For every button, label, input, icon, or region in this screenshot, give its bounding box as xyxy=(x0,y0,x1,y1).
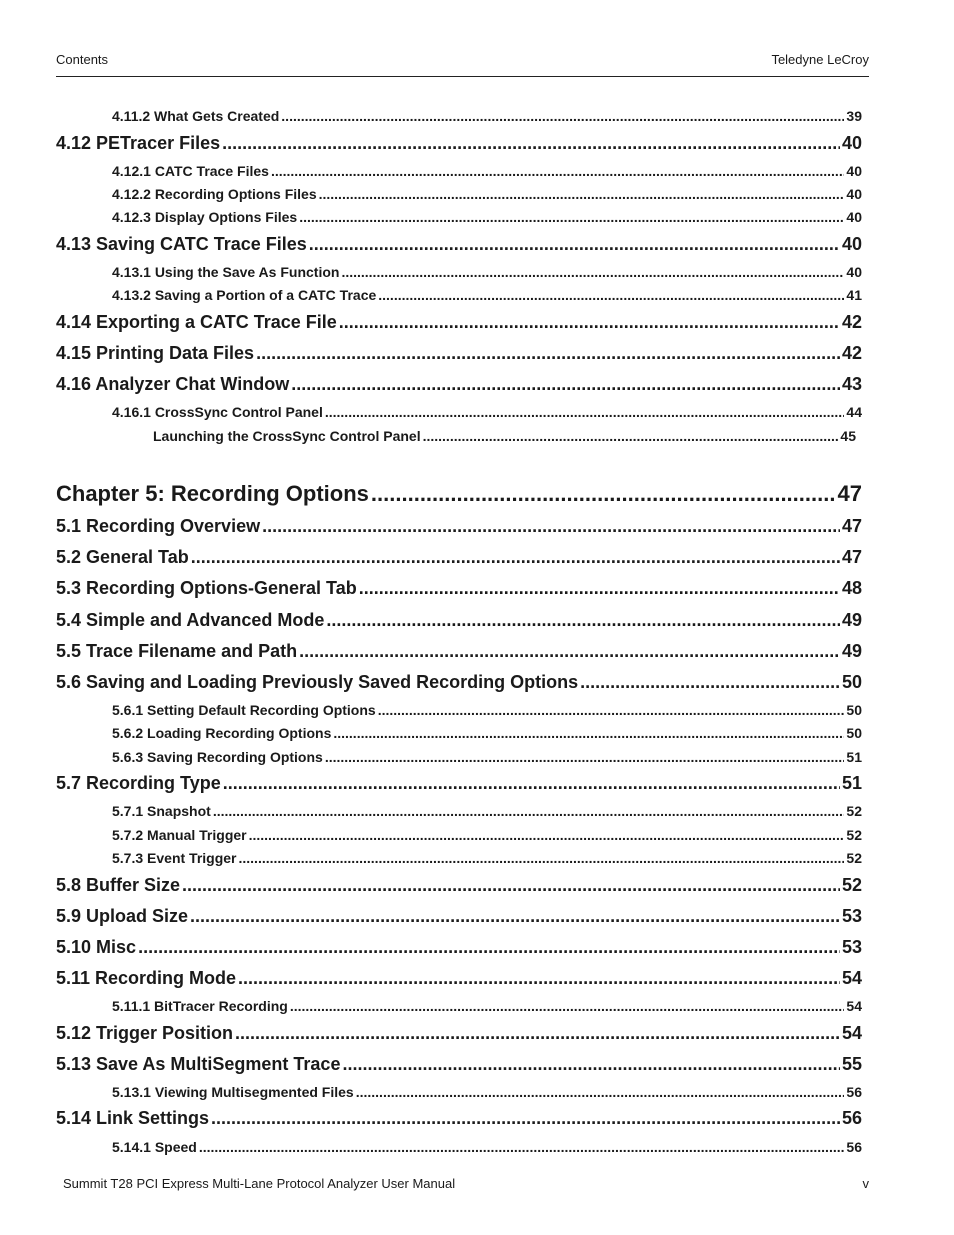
toc-dot-leader xyxy=(371,481,836,507)
toc-entry-title: 5.7.2 Manual Trigger xyxy=(112,827,247,843)
toc-dot-leader xyxy=(256,343,840,364)
toc-entry-title: 5.2 General Tab xyxy=(56,547,189,567)
toc-entry-page-number: 52 xyxy=(846,803,862,819)
toc-entry-page-number: 40 xyxy=(846,163,862,179)
toc-entry[interactable] xyxy=(56,773,862,794)
toc-entry-title: 4.15 Printing Data Files xyxy=(56,343,255,363)
toc-entry[interactable] xyxy=(56,968,862,989)
toc-entry-title: 5.3 Recording Options-General Tab xyxy=(56,578,357,598)
toc-entry-title: 5.7.1 Snapshot xyxy=(112,803,211,819)
toc-dot-leader xyxy=(299,641,840,662)
toc-entry-title: 5.1 Recording Overview xyxy=(56,516,261,536)
toc-dot-leader xyxy=(182,875,840,896)
page-footer xyxy=(63,1176,869,1191)
toc-dot-leader xyxy=(326,610,840,631)
toc-entry[interactable] xyxy=(112,209,862,225)
toc-entry-page-number: 40 xyxy=(846,186,862,202)
toc-entry-title: 4.13.1 Using the Save As Function xyxy=(112,264,340,280)
toc-entry-page-number: 45 xyxy=(840,428,856,444)
toc-entry[interactable] xyxy=(112,264,862,280)
toc-entry[interactable] xyxy=(56,343,862,364)
toc-dot-leader xyxy=(238,968,840,989)
header-company-name: Teledyne LeCroy xyxy=(771,52,869,67)
toc-dot-leader xyxy=(339,312,840,333)
page-header xyxy=(56,52,869,77)
toc-entry-page-number: 54 xyxy=(846,998,862,1014)
toc-dot-leader xyxy=(191,547,840,568)
toc-dot-leader xyxy=(423,428,839,444)
toc-dot-leader xyxy=(359,578,840,599)
toc-dot-leader xyxy=(325,404,845,420)
toc-entry-page-number: 50 xyxy=(846,702,862,718)
toc-entry-page-number: 54 xyxy=(841,968,862,988)
toc-dot-leader xyxy=(333,725,844,741)
toc-entry[interactable] xyxy=(112,702,862,718)
toc-entry-page-number: 47 xyxy=(841,516,862,536)
toc-entry[interactable] xyxy=(56,875,862,896)
toc-dot-leader xyxy=(290,998,845,1014)
toc-dot-leader xyxy=(262,516,840,537)
toc-entry-page-number: 55 xyxy=(841,1054,862,1074)
toc-entry[interactable] xyxy=(56,641,862,662)
toc-entry-page-number: 42 xyxy=(841,312,862,332)
toc-entry-page-number: 41 xyxy=(846,287,862,303)
toc-dot-leader xyxy=(239,850,845,866)
toc-entry[interactable] xyxy=(56,1054,862,1075)
toc-entry-title: 5.8 Buffer Size xyxy=(56,875,181,895)
toc-entry-page-number: 54 xyxy=(841,1023,862,1043)
toc-entry[interactable] xyxy=(112,803,862,819)
toc-entry[interactable] xyxy=(56,312,862,333)
toc-entry-page-number: 48 xyxy=(841,578,862,598)
toc-entry[interactable] xyxy=(56,516,862,537)
toc-entry-title: 4.13 Saving CATC Trace Files xyxy=(56,234,307,254)
toc-entry-title: 5.9 Upload Size xyxy=(56,906,189,926)
toc-entry-title: 5.7.3 Event Trigger xyxy=(112,850,237,866)
toc-entry[interactable] xyxy=(112,749,862,765)
toc-entry-title: 5.6.3 Saving Recording Options xyxy=(112,749,323,765)
toc-dot-leader xyxy=(299,209,844,225)
toc-entry[interactable] xyxy=(112,108,862,124)
toc-dot-leader xyxy=(341,264,844,280)
toc-entry-title: Chapter 5: Recording Options xyxy=(56,481,369,506)
toc-dot-leader xyxy=(271,163,844,179)
toc-entry-title: 5.10 Misc xyxy=(56,937,137,957)
toc-dot-leader xyxy=(199,1139,845,1155)
toc-entry-title: 5.13 Save As MultiSegment Trace xyxy=(56,1054,341,1074)
toc-entry[interactable] xyxy=(153,428,856,444)
toc-entry-title: 5.6 Saving and Loading Previously Saved Recording Options xyxy=(56,672,579,692)
toc-dot-leader xyxy=(378,702,845,718)
toc-dot-leader xyxy=(378,287,844,303)
toc-dot-leader xyxy=(213,803,845,819)
toc-entry-page-number: 56 xyxy=(841,1108,862,1128)
footer-manual-title: Summit T28 PCI Express Multi-Lane Protocol Analyzer User Manual xyxy=(63,1176,456,1191)
toc-entry-title: 5.6.1 Setting Default Recording Options xyxy=(112,702,376,718)
toc-entry-page-number: 52 xyxy=(846,850,862,866)
toc-entry[interactable] xyxy=(56,672,862,693)
toc-entry-title: 4.12.3 Display Options Files xyxy=(112,209,298,225)
toc-entry-title: 5.14.1 Speed xyxy=(112,1139,197,1155)
toc-entry[interactable] xyxy=(112,725,862,741)
toc-dot-leader xyxy=(319,186,845,202)
toc-entry[interactable] xyxy=(56,133,862,154)
toc-entry-page-number: 42 xyxy=(841,343,862,363)
toc-entry-page-number: 47 xyxy=(837,481,862,506)
toc-entry[interactable] xyxy=(112,287,862,303)
toc-entry-title: 4.14 Exporting a CATC Trace File xyxy=(56,312,337,332)
toc-entry-page-number: 50 xyxy=(846,725,862,741)
toc-entry-title: 5.6.2 Loading Recording Options xyxy=(112,725,332,741)
toc-entry-page-number: 43 xyxy=(841,374,862,394)
toc-entry-title: 5.4 Simple and Advanced Mode xyxy=(56,610,325,630)
toc-entry[interactable] xyxy=(112,998,862,1014)
toc-entry[interactable] xyxy=(56,234,862,255)
toc-dot-leader xyxy=(356,1084,845,1100)
toc-dot-leader xyxy=(249,827,845,843)
toc-entry[interactable] xyxy=(112,827,862,843)
toc-dot-leader xyxy=(138,937,840,958)
toc-entry-page-number: 39 xyxy=(846,108,862,124)
toc-entry[interactable] xyxy=(112,186,862,202)
toc-entry[interactable] xyxy=(56,578,862,599)
toc-entry-page-number: 53 xyxy=(841,906,862,926)
toc-entry-page-number: 56 xyxy=(846,1084,862,1100)
toc-entry-title: 5.12 Trigger Position xyxy=(56,1023,234,1043)
toc-entry-title: 4.13.2 Saving a Portion of a CATC Trace xyxy=(112,287,377,303)
header-section-title: Contents xyxy=(56,52,109,67)
toc-entry-page-number: 50 xyxy=(841,672,862,692)
toc-entry-title: 5.14 Link Settings xyxy=(56,1108,210,1128)
toc-entry[interactable] xyxy=(112,1139,862,1155)
toc-entry-page-number: 40 xyxy=(846,264,862,280)
toc-entry[interactable] xyxy=(56,906,862,927)
toc-entry[interactable] xyxy=(56,937,862,958)
toc-entry[interactable] xyxy=(112,163,862,179)
toc-dot-leader xyxy=(309,234,840,255)
toc-entry[interactable] xyxy=(56,1023,862,1044)
toc-dot-leader xyxy=(222,133,840,154)
toc-entry-page-number: 40 xyxy=(841,234,862,254)
toc-chapter-entry[interactable] xyxy=(56,481,862,507)
toc-entry[interactable] xyxy=(56,1108,862,1129)
toc-entry[interactable] xyxy=(112,850,862,866)
toc-dot-leader xyxy=(281,108,844,124)
toc-entry-page-number: 51 xyxy=(846,749,862,765)
toc-dot-leader xyxy=(291,374,840,395)
toc-entry-title: 4.12.2 Recording Options Files xyxy=(112,186,317,202)
toc-entry-title: 4.11.2 What Gets Created xyxy=(112,108,280,124)
toc-entry[interactable] xyxy=(56,374,862,395)
toc-entry[interactable] xyxy=(56,610,862,631)
toc-entry-title: 5.7 Recording Type xyxy=(56,773,221,793)
toc-entry-page-number: 44 xyxy=(846,404,862,420)
toc-entry-page-number: 47 xyxy=(841,547,862,567)
toc-dot-leader xyxy=(235,1023,840,1044)
toc-entry-title: 5.5 Trace Filename and Path xyxy=(56,641,298,661)
toc-entry-page-number: 52 xyxy=(846,827,862,843)
toc-entry-page-number: 40 xyxy=(841,133,862,153)
toc-entry[interactable] xyxy=(56,547,862,568)
toc-entry-page-number: 56 xyxy=(846,1139,862,1155)
toc-entry-title: 5.11.1 BitTracer Recording xyxy=(112,998,288,1014)
toc-entry-title: 4.12 PETracer Files xyxy=(56,133,221,153)
toc-dot-leader xyxy=(342,1054,840,1075)
toc-dot-leader xyxy=(223,773,840,794)
toc-dot-leader xyxy=(325,749,845,765)
toc-entry-page-number: 52 xyxy=(841,875,862,895)
toc-entry-page-number: 40 xyxy=(846,209,862,225)
toc-entry-title: 5.11 Recording Mode xyxy=(56,968,237,988)
toc-entry[interactable] xyxy=(112,1084,862,1100)
toc-entry-title: Launching the CrossSync Control Panel xyxy=(153,428,421,444)
toc-entry-page-number: 49 xyxy=(841,641,862,661)
toc-entry-title: 4.16.1 CrossSync Control Panel xyxy=(112,404,323,420)
footer-page-number: v xyxy=(862,1176,869,1191)
toc-entry-title: 5.13.1 Viewing Multisegmented Files xyxy=(112,1084,354,1100)
toc-dot-leader xyxy=(190,906,840,927)
toc-entry-page-number: 49 xyxy=(841,610,862,630)
toc-entry-title: 4.16 Analyzer Chat Window xyxy=(56,374,290,394)
toc-entry[interactable] xyxy=(112,404,862,420)
toc-dot-leader xyxy=(211,1108,840,1129)
toc-entry-page-number: 51 xyxy=(841,773,862,793)
toc-dot-leader xyxy=(580,672,840,693)
toc-entry-page-number: 53 xyxy=(841,937,862,957)
toc-entry-title: 4.12.1 CATC Trace Files xyxy=(112,163,269,179)
